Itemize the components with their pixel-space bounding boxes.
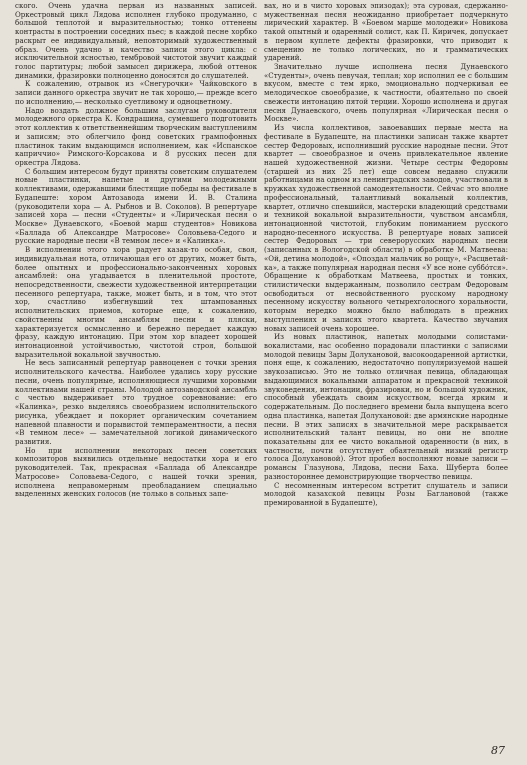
- paragraph: вах, но и в чисто хоровых эпизодах); эта суровая, сдержанно-мужественная песня неожиданно приобретает подчеркнуто лирический характер. В «Боевом марше молодежи» Новикова такой опытный и одаренный солист, как П. Киричек, допускает в первом куплете дефекты фразировки, что приводит к смещению не только логических, но и грамматических ударений.: [264, 1, 508, 63]
- right-column: [264, 2, 508, 508]
- paragraph: К сожалению, отрывок из «Снегурочки» Чайковского в записи данного оркестра звучит не так хорошо,— прежде всего по исполнению,— несколько суетливому и одноцветному.: [15, 79, 257, 106]
- paragraph: Значительно лучше исполнена песня Дунаевского «Студенты», очень певучая, теплая; хор исполнил ее с большим вкусом, вместе с тем ярко, эмоционально подчеркивая ее мелодическое своеобразие, к частности, обаятельно по своей свежести интонацию пятой терции. Хорошо исполнена и другая песня Дунаевского, очень популярная «Лирическая песня о Москве».: [264, 62, 508, 124]
- paragraph: ского. Очень удачна первая из названных записей. Оркестровый цикл Лядова исполнен глубоко продуманно, с большой теплотой и выразительностью; тонко оттенены контрасты в построении соседних пьес; в каждой песне хорбко раскрыт ее индивидуальный, неповторимый художественный образ. Очень удачно и качество записи этого цикла: с исключительной ясностью, тембровой чистотой звучит каждый голос партитуры; любой замысел дирижера, любой оттенок динамики, фразировки полноценно доносятся до слушателей.: [15, 1, 257, 80]
- left-column: [15, 2, 257, 499]
- paragraph: С большим интересом будут приняты советским слушателем новые пластинки, напетые и другими молодежными коллективами, одержавшими блестящие победы на фестивале в Будапеште: хором Автозавода имени И. В. Сталина (руководители хора — А. Рыбнов и В. Соколов). В репертуаре записей хора — песни «Студенты» и «Лирическая песня о Москве» Дунаевского, «Боевой марш студентов» Новикова «Баллада об Александре Матросове» Соловьева-Седого и русские народные песни «В темном лесе» и «Калинка».: [15, 166, 257, 246]
- paragraph: С несомненным интересом встретит слушатель и записи молодой казахской певицы Розы Баглановой (также премированной в Будапеште),: [264, 480, 508, 507]
- paragraph: Из новых пластинок, напетых молодыми солистами-вокалистами, нас особенно порадовали пластинки с записями молодой певицы Зары Долухановой, высокоодаренной артистки, поня еще, к сожалению, недостаточно популяризуемой нашей звукозаписью. Это не только отличная певица, обладающая выдающимися вокальными аппаратом и прекрасной техникой звуковедения, интонации, фразировки, но и большой художник, способный убеждать своим искусством, всегда ярким и содержательным. До последнего времени была выпущена всего одна пластинка, напетая Долухановой: две армянские народные песни. В этих записях в значительной мере раскрывается исполнительский талант певицы, но они не вполне показательны для ее чисто вокальной одаренности (в них, в частности, почти отсутствует обаятельный низкий регистр голоса Долухановой). Этот пробел восполняют новые записи — романсы Глазунова, Лядова, песни Баха. Шуберта более разностороннее демонстрирующие творчество певицы.: [264, 332, 508, 481]
- page-number: 87: [491, 744, 505, 757]
- paragraph: В исполнении этого хора радует казак-то особая, своя, индивидуальная нота, отличающая его от других, может быть, более опытных и профессионально-законченных хоровых ансамблей: она угадывается в пленительной простоте, непосредственности, свежести художественной интерпретации песенного репертуара, также, может быть, и в том, что этот хор, счастливо избегнувший тех штампованных исполнительских приемов, которые еще, к сожалению, свойственны многим ансамблям песни и пляски, характеризуется осмысленно и бережно передает каждую фразу, каждую интонацию. При этом хор владеет хорошей интонационной устойчивостью, чистотой строя, большой выразительной вокальной звучностью.: [15, 245, 257, 359]
- paragraph: Из числа коллективов, завоевавших первые места на фестивале в Будапеште, на пластинки записан также квартет сестер Федоровых, исполнивший русские народные песни. Этот квартет — своеобразное и очень привлекательное явление нашей художественной жизни. Четыре сестры Федоровы (старшей из них 25 лет) еще совсем недавно служили работницами на одном из ленинградских заводов, участвовали в кружках художественной самодеятельности. Сейчас это вполне профессиональный, талантливый вокальный коллектив, квартет, отлично спевшийся, мастерски владеющий средствами и техникой вокальной выразительности, чувством ансамбля, интонационной чистотой, глубоким пониманием русского народно-песенного искусства. В репертуаре новых записей сестер Федоровых — три северорусских народных песни (записанных в Вологодской области) в обработке М. Матвеева: «Ой, детина молодой», «Опоздал мальчик во рощу», «Расцветай-ка», а также популярная народная песня «У всe ноне суббо́тся». Обращение к обработкам Матвеева, простых и тонких, стилистически выдержанным, позволило сестрам Федоровым освободиться от несвойственного русскому народному песенному искусству вольного четырехголосного хоральности, которым нередко можно было наблюдать в прежних выступлениях и записях этого квартета. Качество звучания новых записей очень хорошее.: [264, 123, 508, 333]
- paragraph: Надо воздать должное большим заслугам руководителя молодежного оркестра К. Кондрашина, сумевшего подготовить этот коллектив к ответственнейшим творческим выступлениям и записям; это облегчило фонд советских грампофонных пластинок таким выдающимся исполнением, как «Испанское каприччио» Римского-Корсакова и 8 русских песен для оркестра Лядова.: [15, 105, 257, 167]
- paragraph: Но при исполнении некоторых песен советских композиторов выявились отдельные недостатки хора и его руководителей. Так, прекрасная «Баллада об Александре Матросове» Соловьева-Седого, с нашей точки зрения, исполнена неправомерным преобладанием специально выделенных женских голосов (не только в сольных запе-: [15, 445, 257, 499]
- paragraph: Не весь записанный репертуар равноценен с точки зрения исполнительского качества. Наиболее удались хору русские песни, очень популярные, исполняющиеся лучшими хоровыми коллективами нашей страны. Молодой автозаводской ансамбль с честью выдерживает это трудное соревнование: его «Калинка», резко выделяясь своеобразием исполнительского рисунка, убеждает и покоряет органическим сочетанием напевной плавности и порывистой темпераментности, а песня «В темном лесе» — замечательной логикой динамического развития.: [15, 358, 257, 446]
